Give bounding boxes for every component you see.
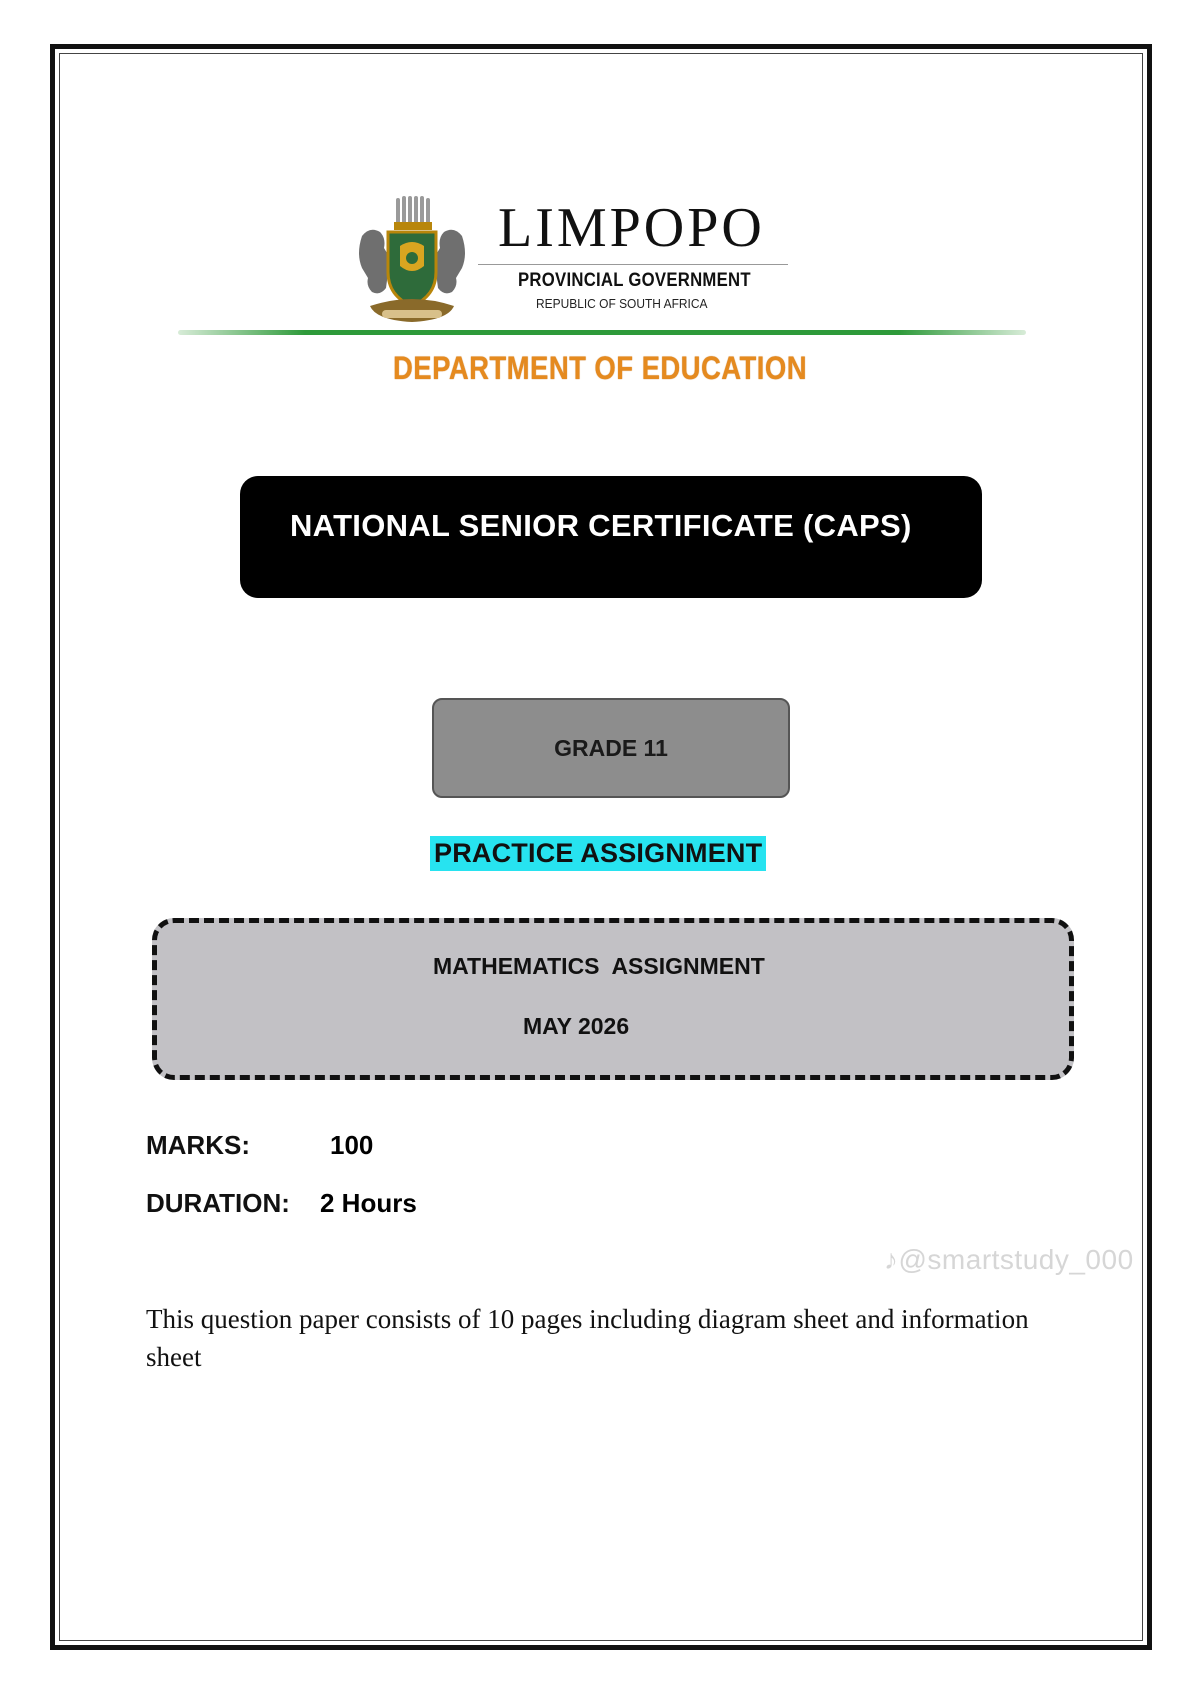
logo-country: REPUBLIC OF SOUTH AFRICA (536, 296, 708, 311)
marks-value: 100 (330, 1130, 374, 1160)
subject-date: MAY 2026 (523, 1013, 630, 1039)
logo-subtitle: PROVINCIAL GOVERNMENT (518, 270, 751, 291)
practice-assignment-highlight: PRACTICE ASSIGNMENT (430, 836, 766, 871)
duration-label: DURATION: (146, 1188, 290, 1218)
department-title: DEPARTMENT OF EDUCATION (392, 350, 808, 386)
marks-label: MARKS: (146, 1130, 250, 1160)
grade-label: GRADE 11 (554, 734, 668, 761)
grade-box (432, 698, 790, 798)
logo-name: LIMPOPO (498, 197, 765, 259)
coat-of-arms-icon (352, 196, 472, 326)
subject-title: MATHEMATICS ASSIGNMENT (433, 953, 765, 979)
certificate-title: NATIONAL SENIOR CERTIFICATE (CAPS) (290, 508, 912, 543)
page-count-note: This question paper consists of 10 pages including diagram sheet and information sheet (146, 1304, 1029, 1372)
watermark: ♪@smartstudy_000 (884, 1244, 1134, 1275)
header-green-rule (178, 330, 1026, 335)
certificate-title-box (240, 476, 982, 598)
subject-box (152, 918, 1074, 1080)
logo-divider (478, 264, 788, 265)
duration-value: 2 Hours (320, 1188, 417, 1218)
